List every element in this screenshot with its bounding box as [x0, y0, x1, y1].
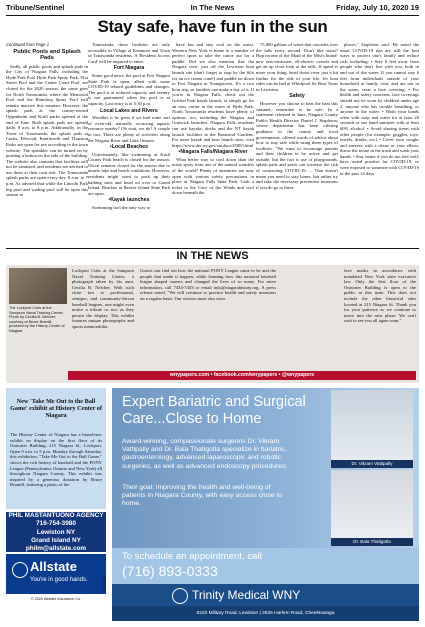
- page-header: [6, 3, 419, 16]
- news-text-1: Lockport Cubs at the Sampson Naval Training Center, a photograph taken by his aunt, Cecilia B. Nelcher. With such close ties to professional, semipro, and community-driven baseball leagues, one might even notice a tribute or two as they peruse the display. This exhibit features unique photographs and sports memorabilia.: [72, 268, 134, 329]
- article-text: Tonawanda, these facilities are only accessible to Village of Kenmore and Town of Tonawanda residents. A 'Resident Access Card' will be required to enter.: [88, 42, 170, 64]
- agency-city-1: Lewiston NY: [36, 528, 76, 536]
- article-text: Unfortunately, like swimming at Krull County Park beach is closed for the season. Olcott remains closed for the season due to unsafe lake and beach conditions. However, residents might want to pack up their bathing suits and head on over to Grand Island. Beaches at Beaver Island State Park are open.: [88, 151, 170, 196]
- trinity-address: 5320 Military Road, Lewiston | 2625 Harlem Road, Cheektowaga: [112, 606, 419, 621]
- allstate-hands-icon: [12, 562, 28, 578]
- lockport-cubs-photo: [9, 268, 67, 304]
- doctor-caption-1: Dr. Vikram Vattipally: [331, 460, 413, 468]
- section-name: In The News: [190, 3, 235, 12]
- trinity-ad-paragraph-1: Award-winning, compassionate surgeons Dr. Vikram Vattipally and Dr. Bala Thatigotla specialize in bariatric, gastroenterology, advanced laparoscopic and robotic surgeries, as well as advanced endoscopy procedures.: [122, 438, 288, 470]
- article-text: places," Stapleton said. He noted the usual COVID-19 tips are still the best ways to protect one's family and reduce risk, including: • Stay 6 feet away from people who don't live with you, both in and out of the water. If you cannot stay 6 feet from individuals outside of your household at family visit, and are not in the water, wear a face covering. • For health and safety concerns, face coverings should not be worn by children under age 2, anyone who has trouble breathing, or anyone in the water. • Wash your hands often with soap and water for at least 20 seconds or use hand sanitizer with at least 60% alcohol. • Avoid sharing items with other people (for example: goggles, toys, towels, drinks, etc.) • Cover your coughs and sneezes with a tissue or your elbow, throw the tissue in the trash and wash your hands. • Stay home if you do not feel well, have tested positive for COVID-19, or were exposed to someone with COVID-19 in the past 14 days.: [340, 42, 419, 176]
- headline: Stay safe, have fun in the sun: [97, 17, 328, 36]
- allstate-copyright: © 2020 Allstate Insurance Co.: [30, 597, 82, 601]
- agency-email[interactable]: philm@allstate.com: [25, 545, 87, 553]
- doctor-photo-thatigotla: [331, 470, 413, 546]
- agency-city-2: Grand Island NY: [31, 536, 81, 544]
- trinity-ad-paragraph-2: Their goal: improving the health and well-being of patients in Niagara County, with easy access close to home.: [122, 484, 283, 508]
- history-box-body: The History Center of Niagara has a brand-new exhibit on display on the first floor of its Outwater Building, 215 Niagara St., Lockport. Open 9 a.m. to 5 p.m. Monday through Saturday, this exhibition, "Take Me Out to the Ball Game," shows the rich history of baseball and the PONY League (Pennsylvania, Ontario and New York) all throughout Niagara County. This exhibit was inspired by a generous donation by Bruce Bramill, featuring a photo of the: [10, 432, 102, 488]
- trinity-ad[interactable]: [112, 388, 419, 621]
- news-text-3: face masks in accordance with mandated New York state executive law. Only the first floor of the Outwater Building is open to the public at this time. This does not include the other historical sites located at 215 Niagara St. Thank you for your patience as we continue to move into the next phase. We can't wait to see you all again soon.": [344, 268, 416, 324]
- subhead-public-pools: Public Pools and Splash Pads: [13, 48, 81, 62]
- doctor-photo-vattipally: [331, 390, 413, 468]
- trinity-brand: Trinity Medical WNY: [192, 588, 301, 602]
- allstate-ad[interactable]: [6, 554, 106, 594]
- continued-label: Continued from Page 1: [6, 42, 50, 47]
- article-text: Wouldn't it be great if we had some sort of even-old, naturally occurring aquatic resource nearby? Oh wait, we do! A couple in fact. There are plenty of activities along the Niagara River and Lake Ontario.: [88, 115, 170, 143]
- article-text: However you choose to beat the heat this summer, remember to be safe. In a statement released in June, Niagara County Public Health Director Daniel J. Stapleton, whose department has been offering guidance to the county and local governments, offered words of advice about how to stay safe while using these types of facilities. "We want to encourage parents and their children to be active and get outside, but the fact is use of playgrounds, splash pads and pools can increase the risk of contracting COVID-19. ... That doesn't mean you need to stay home, but rather try and take the necessary preventive measures if you do go to these: [256, 100, 338, 190]
- article-column-2: [88, 42, 170, 247]
- agency-name: PHIL MASTANTUONO AGENCY: [8, 512, 104, 519]
- subhead-niagara-falls: •Niagara Falls/Niagara River: [178, 149, 248, 156]
- subhead-lakes-rivers: Local Lakes and Rivers: [100, 107, 158, 114]
- article-column-4: [256, 42, 338, 247]
- article-text: have fun and stay cool on the water. Western New York is home to a number of perfect spots to take the canoe out for a paddle. Did we also mention that the Niagara river, just off the Lewiston boat launch site (don't forget to stop by the Silo for an ice cream cone!) and paddle on down to Fort Niagara in Youngstown. It's a two hour trip, so families can make a day of it. If you're in Niagara Falls, check out the Griffon Park kayak launch, or simply go for an easy cruise in the water at Hyde Park. North Tonawanda residents have plenty of options, too, including the Niagara and Gratwick launches. Niagara Falls residents can use kayaks, docks and the NT kayak launch facilities at the Botanical Gardens. For more kayak and boat launch sites, visit https://www.dec.ny.gov/outdoor/25803.html: [172, 42, 254, 148]
- photo-caption: The Lockport Cubs at the Sampson Naval Training Center. Photo by Cecilia B. Nelcher, courtesy of Bruce Bramill, provided by the History Center of Niagara: [9, 306, 65, 333]
- article-text: 75,000 gallons of water that cascades over the falls every second. Don't like stairs? Hop on one of the Maid of the Mist's brand-new zero-emission, all-electric vessels and get an up close look at the falls. If speed is more your thing, head down river just a bit further for the ride of your life. Jet boat rides can be had at Whirlpool Jet Boat Tours in Lewiston.: [256, 42, 338, 92]
- article-column-3: [172, 42, 254, 247]
- article-column-5: [340, 42, 419, 247]
- wnypapers-footer[interactable]: wnypapers.com • facebook.com/wnypapers • @wnypapers: [68, 371, 416, 380]
- news-text-2: Guests can find out how the national PONY League came to be and the people that made it happen, while learning how this national baseball league shaped careers and changed the lives of so many. For more information, call 7434-7433 or email info@niagarahistory.org. A press release noted, "We will continue to practice health and safety measures on a regular basis. Our visitors must also wear: [140, 268, 276, 301]
- subhead-fort-niagara: Fort Niagara: [113, 65, 145, 72]
- paper-name: Tribune/Sentinel: [6, 3, 65, 12]
- subhead-kayak-launches: •Kayak launches: [108, 197, 150, 204]
- trinity-ad-title: Expert Bariatric and Surgical Care...Close to Home: [122, 394, 306, 427]
- doctor-caption-2: Dr. Bala Thatigotla: [331, 538, 413, 546]
- in-the-news-band: [6, 265, 419, 383]
- ad-code: 12471519: [103, 576, 107, 592]
- trinity-cross-icon: [172, 588, 188, 604]
- agency-phone: 716-754-3980: [36, 520, 76, 528]
- article-text: Sadly, all public pools and splash pads in the City of Niagara Falls, including the Hyde Park Pool Hyde Park Spray Park, 91st Street Pool and the Center Court Pool, are closed for the 2020 season, the same goes for North Tonawanda, where the Memorial Pool and the Raindrop Spray Pool will remain inactive this summer. However, the splash pads at the county-owned Oppenheim and Krull parks opened at the end of June. Both splash pads are opened daily, 8 a.m. to 8 p.m. Additionally, in the Town of Tonawanda, the splash pads at Curtis, Ellwood, Kenilworth and Thurston Parks are open for use according to the town website. The sprinkler can be turned on by pushing a button on the side of the building. The website also cautions that facilities will not be sanitized, and residents are advised to use them at their own risk. The Tonawanda splash parks are open every day, 8 a.m. to 7 p.m. As advised that while the Lincoln Park big pool and wading pool will be open this season in: [6, 63, 88, 198]
- article-text: Some good news, the pool at Fort Niagara State Park is open, albeit with some COVID-19 related guidelines and changes. The pool is at reduced capacity and reentry is not guaranteed when the pool is at capacity. Last entry is at 5:30 p.m.: [88, 72, 170, 106]
- article-text: Swimming isn't the only way to: [92, 205, 151, 211]
- history-box-title: New 'Take Me Out to the Ball Game' exhibit at History Center of Niagara: [10, 398, 102, 420]
- schedule-cta: To schedule an appointment, call: [122, 551, 262, 562]
- in-the-news-heading: IN THE NEWS: [6, 248, 419, 263]
- allstate-tagline: You're in good hands.: [30, 577, 88, 583]
- article-text: What better way to cool down than the misty spray from one of the natural wonders of the world? Plenty of amenities are now open with various safety precautions in place at Niagara Falls State Park. Grab a ticket to the Cave of the Winds and cool down beneath the: [172, 156, 254, 196]
- trinity-phone[interactable]: (716) 893-0333: [122, 563, 218, 579]
- article-columns: [6, 42, 419, 247]
- allstate-brand: Allstate: [30, 559, 77, 574]
- article-column-1: [6, 42, 88, 247]
- subhead-local-beaches: •Local Beaches: [109, 144, 149, 151]
- agency-ad[interactable]: [6, 512, 106, 552]
- history-center-box: [6, 388, 106, 509]
- date-page: Friday, July 10, 2020 19: [336, 3, 419, 12]
- subhead-safety: Safety: [289, 93, 305, 100]
- trinity-brand-bar: [112, 584, 419, 606]
